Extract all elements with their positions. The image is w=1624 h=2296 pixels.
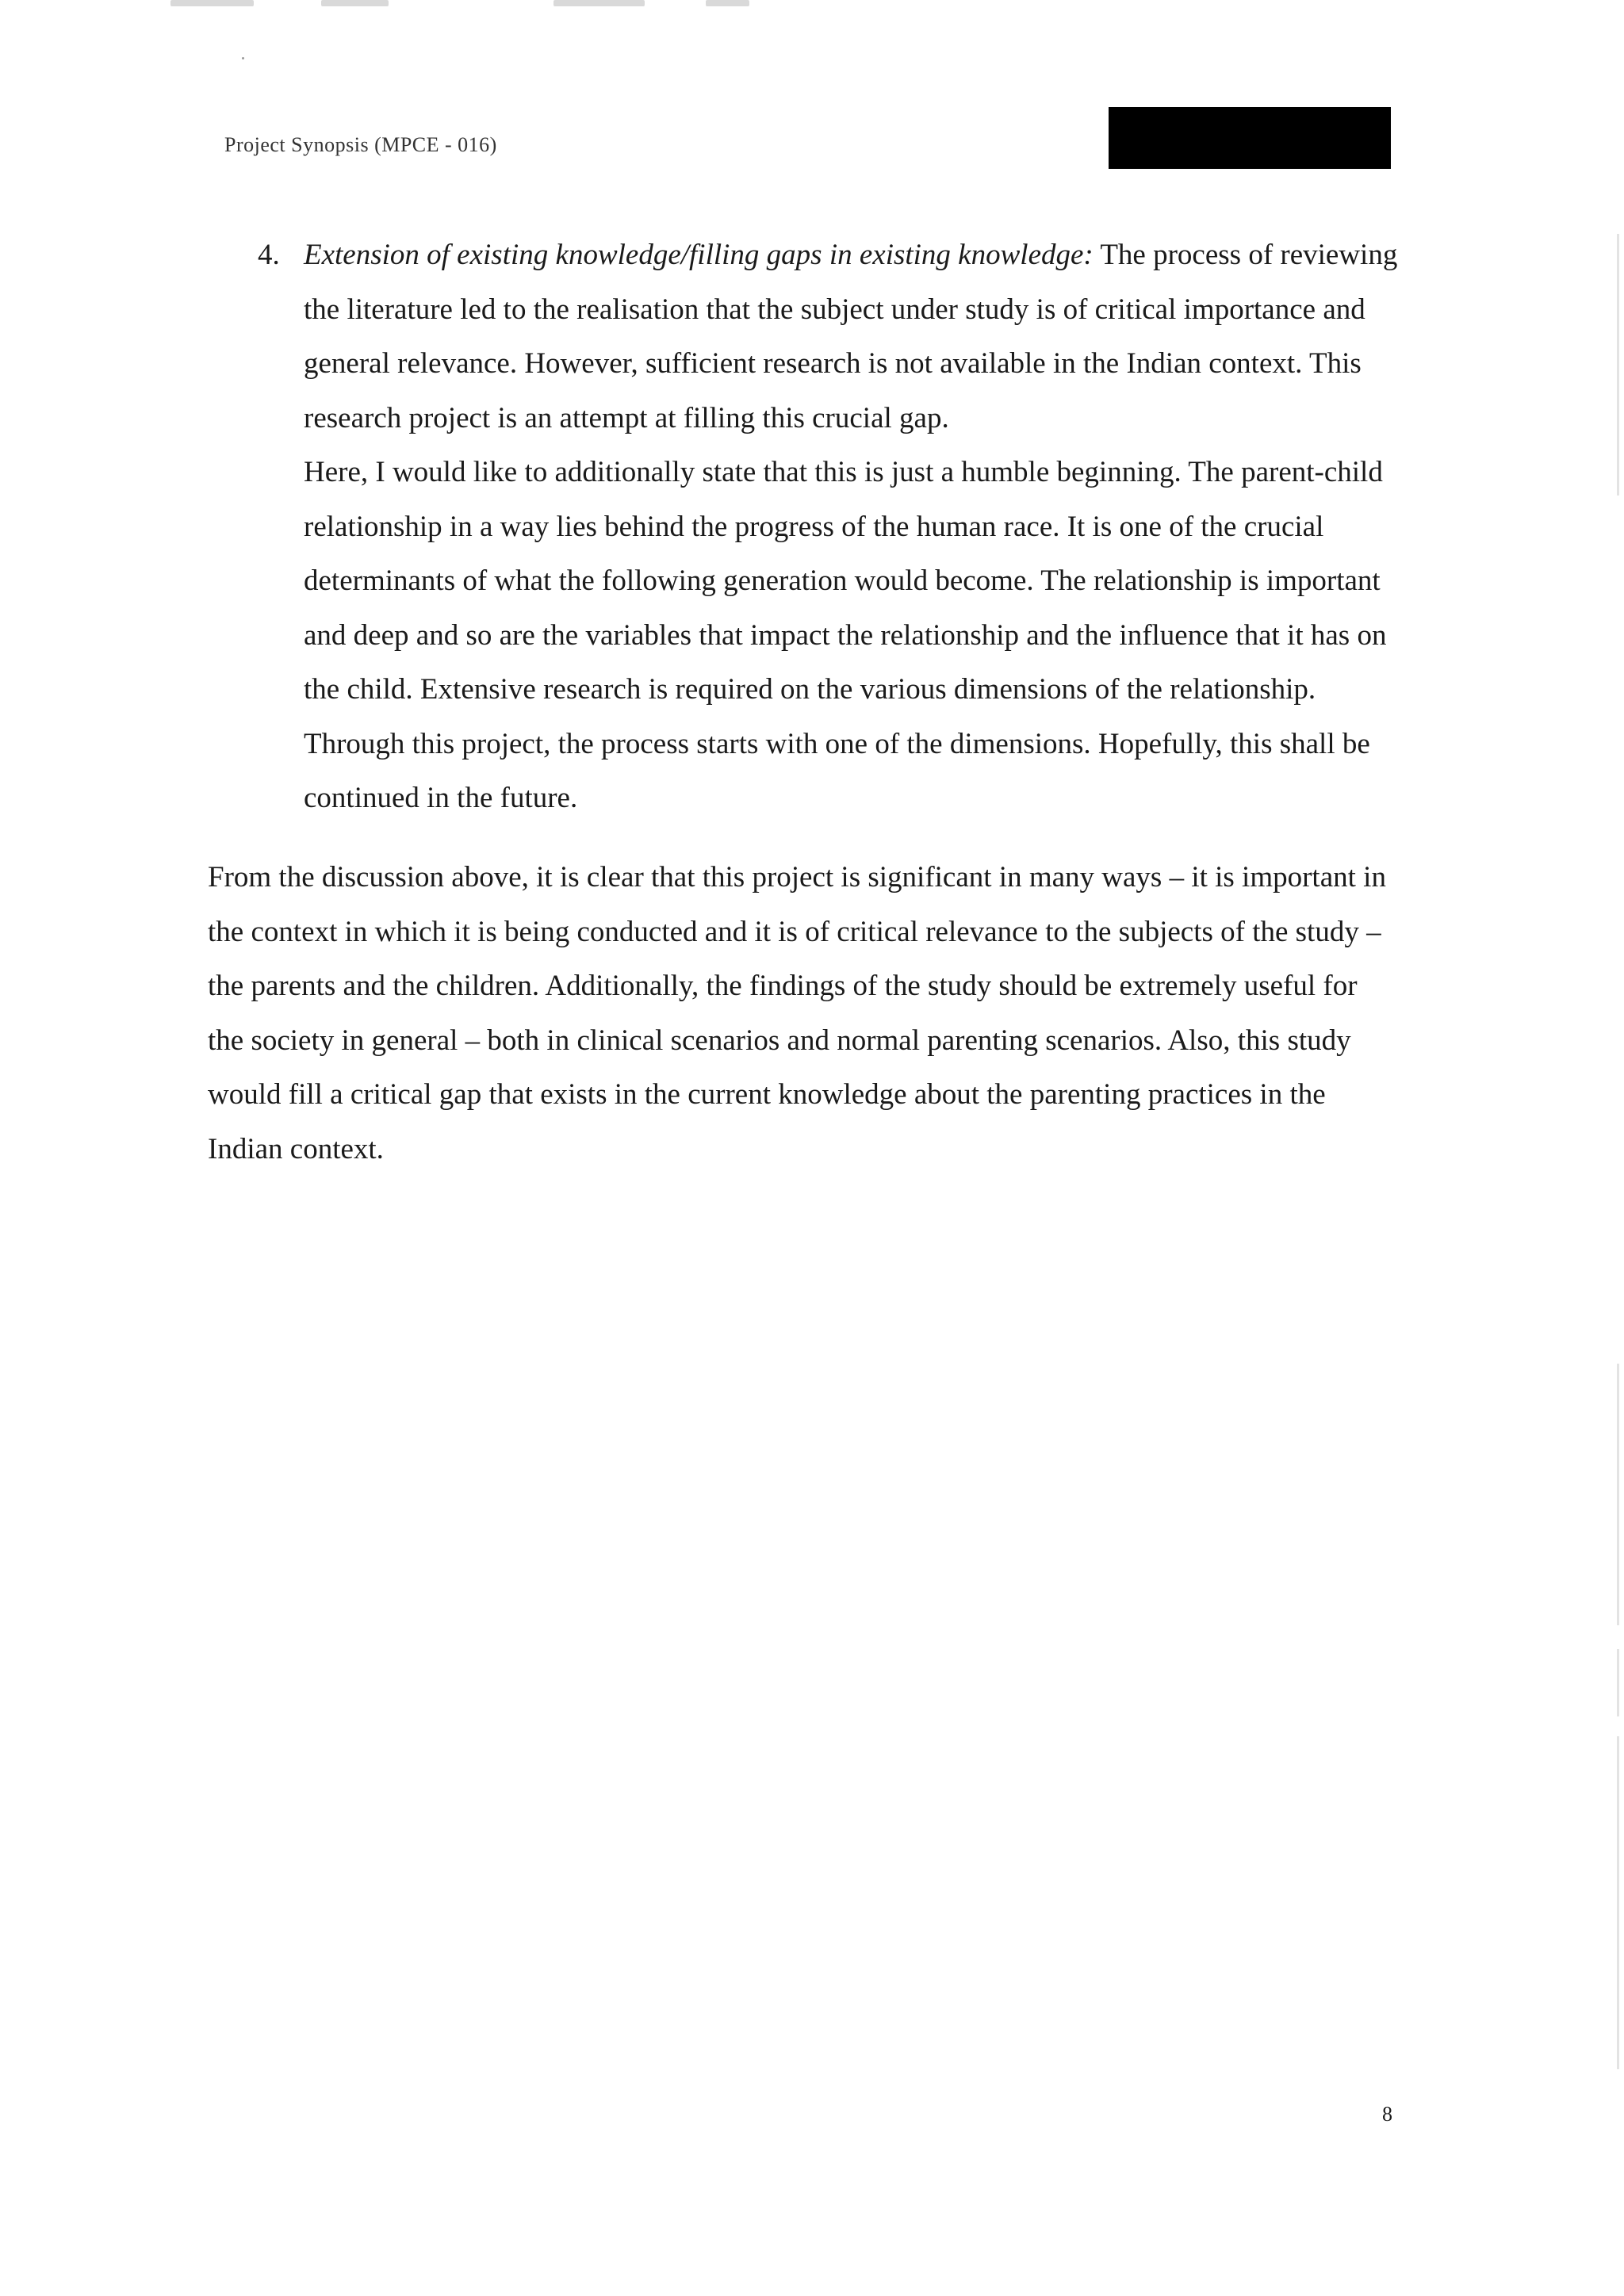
list-item-body bbox=[304, 228, 1414, 826]
scan-artifact bbox=[170, 0, 254, 6]
list-item-paragraph bbox=[304, 228, 1414, 446]
list-item-heading: Extension of existing knowledge/filling gaps in existing knowledge: bbox=[304, 239, 1094, 271]
conclusion-paragraph: From the discussion above, it is clear that this project is significant in many ways – it is important in the context in which it is being conducted and it is of critical relevance to the subjects of the study – the parents and the children. Additionally, the findings of the study should be extremely useful for the society in general – both in clinical scenarios and normal parenting scenarios. Also, this study would fill a critical gap that exists in the current knowledge about the parenting practices in the Indian context. bbox=[208, 861, 1386, 1165]
scan-artifact bbox=[706, 0, 749, 6]
scan-speck bbox=[242, 57, 244, 59]
scan-edge-line bbox=[1617, 1649, 1619, 1716]
scan-artifact bbox=[553, 0, 645, 6]
redaction-box bbox=[1109, 107, 1391, 169]
scan-edge-line bbox=[1617, 234, 1619, 496]
page-number: 8 bbox=[1382, 2103, 1392, 2126]
scan-artifact bbox=[321, 0, 389, 6]
scan-edge-line bbox=[1617, 1736, 1619, 2069]
list-item-number: 4. bbox=[258, 239, 280, 271]
list-item-paragraph: Here, I would like to additionally state that this is just a humble beginning. The parent-child relationship in a way lies behind the progress of the human race. It is one of the crucial determinants of what the following generation would become. The relationship is important and deep and so are the variables that impact the relationship and the influence that it has on the child. Extensive research is required on the various dimensions of the relationship. Through this project, the process starts with one of the dimensions. Hopefully, this shall be continued in the future. bbox=[304, 456, 1387, 814]
scan-edge-line bbox=[1617, 1364, 1619, 1625]
document-header: Project Synopsis (MPCE - 016) bbox=[224, 133, 497, 156]
list-item-text: The process of reviewing the literature led to the realisation that the subject under study is of critical importance and general relevance. However, sufficient research is not available in the Indian context. This research project is an attempt at filling this crucial gap. bbox=[304, 239, 1398, 434]
